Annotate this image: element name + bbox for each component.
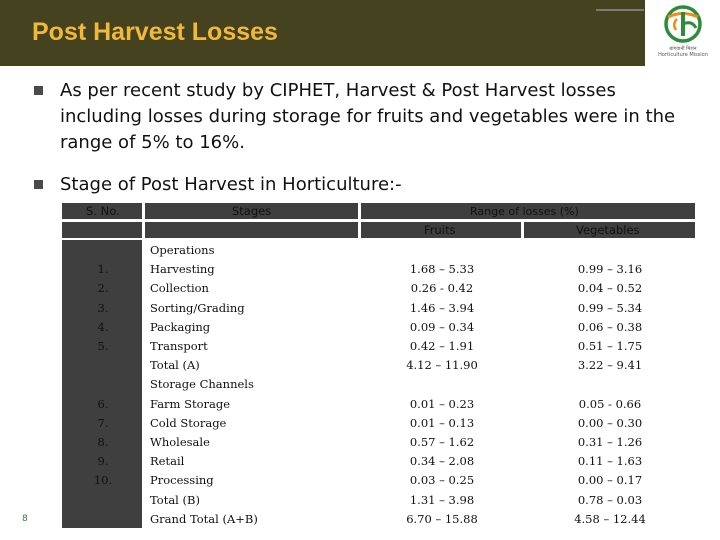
row-vegetables: 0.51 – 1.75 xyxy=(577,339,643,353)
slide-title: Post Harvest Losses xyxy=(32,18,278,46)
row-vegetables: 3.22 – 9.41 xyxy=(577,358,643,373)
row-vegetables: 4.58 – 12.44 xyxy=(574,511,646,526)
header-fruits: Fruits xyxy=(424,223,456,237)
row-fruits: 4.12 – 11.90 xyxy=(406,358,478,373)
page-number: 8 xyxy=(22,514,28,524)
logo-caption-hindi: बागवानी मिशन xyxy=(669,46,697,52)
logo-caption-english: Horticulture Mission xyxy=(658,52,708,58)
header-stages: Stages xyxy=(232,204,272,218)
row-vegetables: 0.00 – 0.17 xyxy=(577,473,643,488)
row-stage: Wholesale xyxy=(150,435,210,449)
row-fruits: 0.57 – 1.62 xyxy=(409,435,475,449)
row-fruits: 0.34 – 2.08 xyxy=(409,454,475,469)
row-sno: 3. xyxy=(97,300,109,315)
row-vegetables: 0.78 – 0.03 xyxy=(577,492,643,507)
subheader-band-sno xyxy=(62,222,142,238)
row-vegetables: 0.99 – 3.16 xyxy=(577,262,643,277)
bullet-marker-icon xyxy=(34,86,43,95)
row-fruits: 0.01 – 0.13 xyxy=(409,415,475,430)
header-rule xyxy=(596,9,644,11)
logo-emblem-icon xyxy=(646,0,720,48)
row-vegetables: 0.04 – 0.52 xyxy=(577,281,643,296)
row-stage: Sorting/Grading xyxy=(150,300,245,315)
row-vegetables: 0.99 – 5.34 xyxy=(577,300,643,315)
row-stage: Cold Storage xyxy=(150,415,227,430)
row-stage: Transport xyxy=(150,339,208,353)
row-sno: 8. xyxy=(97,435,109,449)
row-sno: 4. xyxy=(97,319,109,334)
subheader-band-stages xyxy=(145,222,358,238)
bullet-stages xyxy=(34,172,474,200)
row-fruits: 1.68 – 5.33 xyxy=(409,262,475,277)
row-fruits: 0.26 - 0.42 xyxy=(410,281,474,296)
header-sno: S. No. xyxy=(86,204,120,218)
row-stage: Retail xyxy=(150,454,185,469)
row-stage: Total (B) xyxy=(150,492,200,507)
row-stage: Packaging xyxy=(150,319,211,334)
row-stage: Storage Channels xyxy=(150,377,254,392)
row-sno: 7. xyxy=(97,415,109,430)
row-fruits: 0.03 – 0.25 xyxy=(409,473,475,488)
bullet-text: Stage of Post Harvest in Horticulture:- xyxy=(60,174,402,195)
row-stage: Farm Storage xyxy=(150,396,231,411)
row-vegetables: 0.00 – 0.30 xyxy=(577,415,643,430)
row-stage: Total (A) xyxy=(150,358,200,373)
row-vegetables: 0.11 – 1.63 xyxy=(577,454,643,469)
row-stage: Collection xyxy=(150,281,209,296)
row-vegetables: 0.06 – 0.38 xyxy=(577,319,643,334)
row-vegetables: 0.31 – 1.26 xyxy=(577,435,643,449)
row-vegetables: 0.05 - 0.66 xyxy=(578,396,642,411)
row-stage: Operations xyxy=(150,243,215,257)
row-stage: Processing xyxy=(150,473,214,488)
header-range: Range of losses (%) xyxy=(470,205,579,218)
row-fruits: 6.70 – 15.88 xyxy=(406,511,478,526)
bullet-marker-icon xyxy=(34,180,43,189)
row-fruits: 0.09 – 0.34 xyxy=(409,319,475,334)
row-fruits: 0.01 – 0.23 xyxy=(409,396,475,411)
row-sno: 5. xyxy=(97,339,109,353)
row-stage: Harvesting xyxy=(150,262,215,277)
row-sno: 2. xyxy=(97,281,109,296)
row-fruits: 0.42 – 1.91 xyxy=(409,339,475,353)
logo-caption xyxy=(650,46,716,58)
row-sno: 1. xyxy=(97,262,109,277)
bullet-study xyxy=(34,78,694,160)
bullet-text: As per recent study by CIPHET, Harvest & Post Harvest losses including losses during storage for fruits and vegetables were in the range of 5% to 16%. xyxy=(60,80,676,153)
header-vegetables: Vegetables xyxy=(576,223,640,237)
row-sno: 10. xyxy=(93,473,113,488)
row-sno: 9. xyxy=(97,454,109,469)
row-fruits: 1.31 – 3.98 xyxy=(409,492,475,507)
row-sno: 6. xyxy=(97,396,109,411)
row-fruits: 1.46 – 3.94 xyxy=(409,300,475,315)
row-stage: Grand Total (A+B) xyxy=(150,511,258,526)
